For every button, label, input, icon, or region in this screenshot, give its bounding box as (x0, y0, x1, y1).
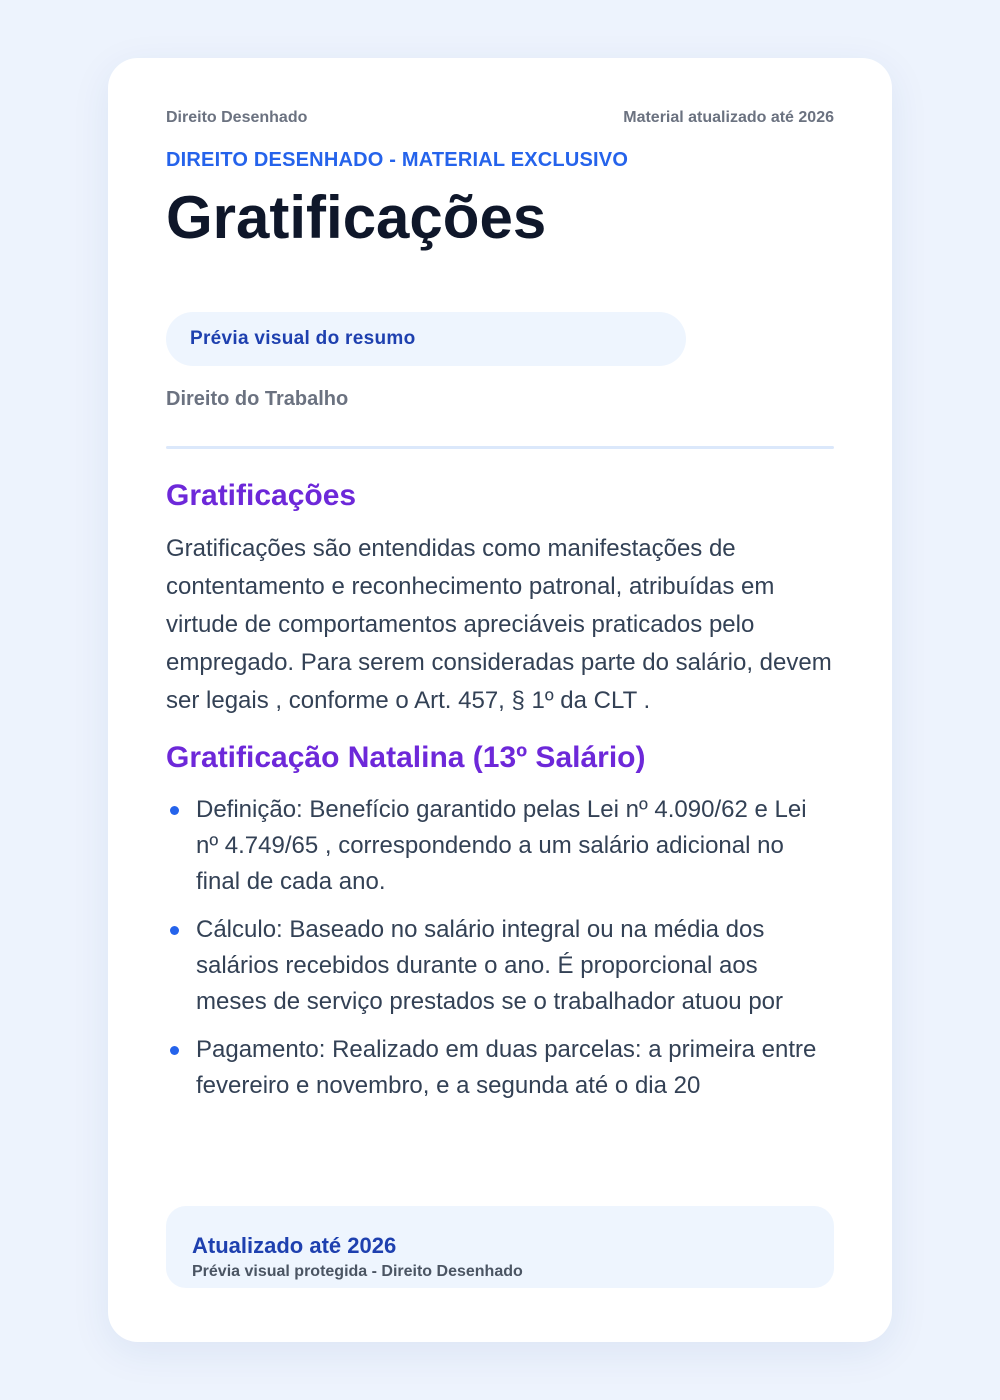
subject-label: Direito do Trabalho (166, 388, 349, 410)
list-item (166, 1032, 834, 1104)
section-divider (166, 446, 834, 449)
brand-name: Direito Desenhado (166, 109, 308, 126)
bullet-dot-icon (170, 1046, 179, 1055)
footer-box (166, 1206, 834, 1288)
footer-title: Atualizado até 2026 (192, 1233, 397, 1258)
kicker-label: DIREITO DESENHADO - MATERIAL EXCLUSIVO (166, 149, 629, 171)
section-heading-gratificacoes: Gratificações (166, 479, 357, 512)
page-title: Gratificações (166, 184, 547, 251)
list-item-text: Cálculo: Baseado no salário integral ou na média dos salários recebidos durante o ano. É proporcional aos meses de serviço prestados se o trabalhador atuou por (196, 916, 784, 1015)
preview-pill (166, 312, 686, 366)
updated-note: Material atualizado até 2026 (623, 109, 834, 126)
natalina-list (166, 792, 834, 1104)
bullet-dot-icon (170, 806, 179, 815)
top-bar (166, 109, 834, 127)
summary-content (166, 476, 834, 1112)
list-item (166, 792, 834, 900)
list-item (166, 912, 834, 1020)
section-heading-natalina: Gratificação Natalina (13º Salário) (166, 741, 646, 774)
bullet-dot-icon (170, 926, 179, 935)
list-item-text: Definição: Benefício garantido pelas Lei nº 4.090/62 e Lei nº 4.749/65 , correspondendo a um salário adicional no final de cada ano. (196, 796, 807, 895)
preview-pill-label: Prévia visual do resumo (190, 328, 416, 349)
list-item-text: Pagamento: Realizado em duas parcelas: a primeira entre fevereiro e novembro, e a segunda até o dia 20 (196, 1036, 817, 1099)
footer-subtitle: Prévia visual protegida - Direito Desenhado (192, 1263, 523, 1280)
section-paragraph: Gratificações são entendidas como manifestações de contentamento e reconhecimento patronal, atribuídas em virtude de comportamentos apreciáveis praticados pelo empregado. Para serem consideradas parte do salário, devem ser legais , conforme o Art. 457, § 1º da CLT . (166, 535, 832, 714)
document-card (108, 58, 892, 1342)
